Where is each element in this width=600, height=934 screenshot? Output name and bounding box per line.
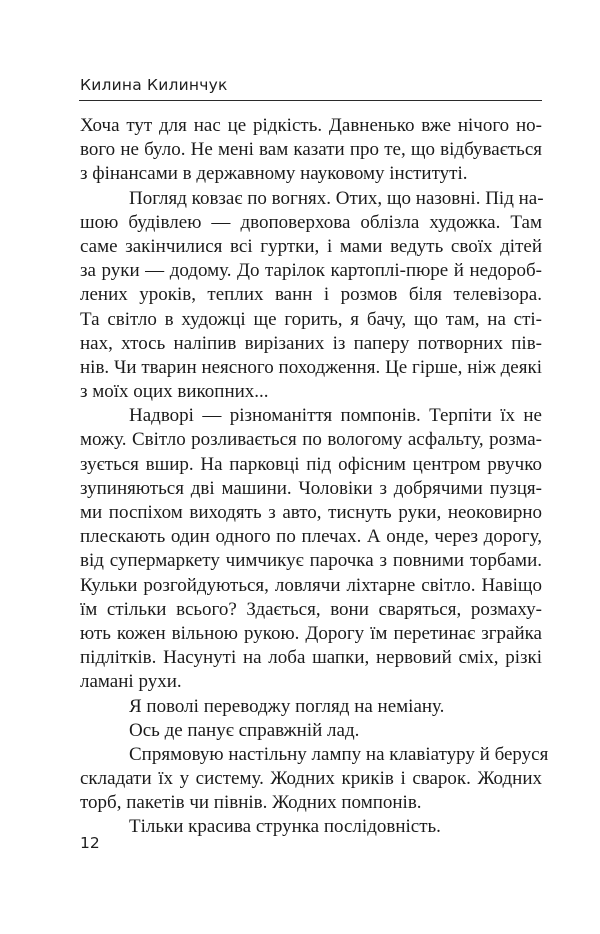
running-head-author: Килина Килинчук bbox=[80, 76, 228, 94]
text-line: саме закінчилися всі гуртки, і мами ведуть своїх дітей bbox=[80, 235, 542, 257]
text-line: торб, пакетів чи півнів. Жодних помпонів. bbox=[80, 792, 422, 814]
text-line: лених уроків, теплих ванн і розмов біля телевізора. bbox=[80, 284, 542, 306]
text-line: нів. Чи тварин неясного походження. Це гірше, ніж деякі bbox=[80, 356, 542, 378]
text-line: Ось де панує справжній лад. bbox=[129, 719, 360, 741]
header-rule bbox=[79, 100, 542, 101]
text-line: нах, хтось наліпив вирізаних із паперу потворних пів- bbox=[80, 332, 542, 354]
text-line: вого не було. Не мені вам казати про те, що відбувається bbox=[80, 139, 542, 161]
body-text bbox=[80, 114, 549, 840]
text-line: з фінансами в державному науковому інституті. bbox=[80, 163, 468, 185]
text-line: Та світло в художці ще горить, я бачу, що там, на сті- bbox=[80, 308, 542, 330]
text-line: складати їх у систему. Жодних криків і сварок. Жодних bbox=[80, 768, 542, 790]
text-line: зується вшир. На парковці під офісним центром рвучко bbox=[80, 453, 542, 475]
text-line: можу. Світло розливається по вологому асфальту, розма- bbox=[80, 429, 542, 451]
text-line: з моїх оцих викопних... bbox=[80, 381, 269, 403]
text-line: Надворі — різноманіття помпонів. Терпіти їх не bbox=[129, 405, 542, 427]
text-line: ми поспіхом виходять з авто, тиснуть руки, неоковирно bbox=[80, 502, 542, 523]
text-line: шою будівлею — двоповерхова облізла художка. Там bbox=[80, 211, 542, 233]
text-line: Погляд ковзає по вогнях. Отих, що назовні. Під на- bbox=[129, 187, 544, 209]
text-line: Я поволі переводжу погляд на неміану. bbox=[129, 695, 445, 717]
text-line: Спрямовую настільну лампу на клавіатуру й беруся bbox=[129, 743, 549, 765]
text-line: ють кожен вільною рукою. Дорогу їм перетинає зграйка bbox=[80, 622, 542, 644]
text-line: зупиняються дві машини. Чоловіки з добрячими пузця- bbox=[80, 477, 542, 499]
text-line: Хоча тут для нас це рідкість. Давненько вже нічого но- bbox=[80, 115, 542, 136]
text-line: Тільки красива струнка послідовність. bbox=[129, 816, 441, 838]
text-line: Кульки розгойдуються, ловлячи ліхтарне світло. Навіщо bbox=[80, 574, 542, 596]
text-line: за руки — додому. До тарілок картоплі-пюре й недороб- bbox=[80, 260, 542, 282]
text-line: підлітків. Насунуті на лоба шапки, нервовий сміх, різкі bbox=[80, 647, 542, 669]
text-line: ламані рухи. bbox=[80, 671, 182, 693]
text-line: від супермаркету чимчикує парочка з повними торбами. bbox=[80, 550, 542, 572]
text-line: плескають один одного по плечах. А онде, через дорогу, bbox=[80, 526, 542, 548]
text-line: їм стільки всього? Здається, вони сваряться, розмаху- bbox=[80, 598, 542, 620]
page-number: 12 bbox=[80, 834, 100, 852]
